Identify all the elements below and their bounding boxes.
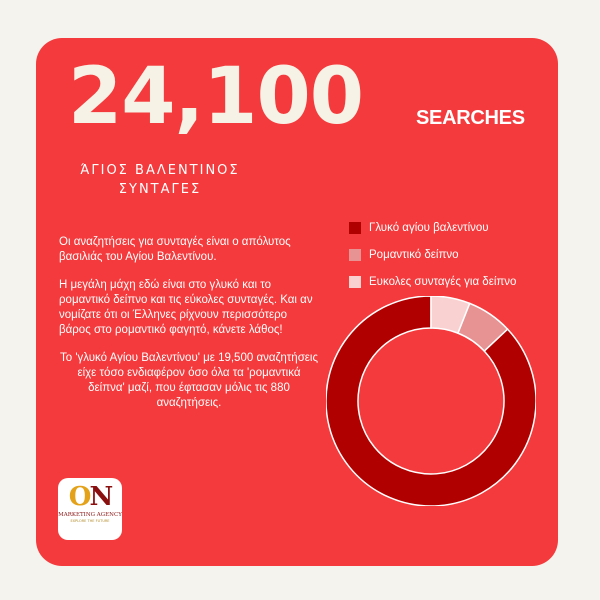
logo-name: MARKETING AGENCY (58, 512, 122, 518)
legend-item (349, 247, 516, 263)
chart-legend (349, 220, 516, 301)
logo-letter-n: N (89, 482, 112, 512)
search-count: 24,100 (68, 52, 363, 142)
legend-swatch (349, 249, 361, 261)
legend-swatch (349, 276, 361, 288)
logo-tagline: EXPLORE THE FUTURE (70, 519, 110, 523)
description-paragraph-1: Οι αναζητήσεις για συνταγές είναι ο απόλυτος βασιλιάς του Αγίου Βαλεντίνου. (59, 236, 291, 263)
logo-letter-o: O (68, 482, 90, 512)
description-paragraph-3: Το 'γλυκό Αγίου Βαλεντίνου' με 19,500 αναζητήσεις είχε τόσο ενδιαφέρον όσο όλα τα 'ρομαντικά δείπνα' μαζί, που έφτασαν μόλις τις 880 αναζητήσεις. (59, 352, 319, 409)
legend-label: Ευκολες συνταγές για δείπνο (369, 276, 517, 288)
topic-title-line-2: ΣΥΝΤΑΓΕΣ (118, 182, 202, 197)
description (59, 235, 319, 424)
topic-title (50, 161, 270, 199)
description-paragraph-2: Η μεγάλη μάχη εδώ είναι στο γλυκό και το ρομαντικό δείπνο και τις εύκολες συνταγές. Και αν νομίζατε ότι οι Έλληνες ρίχνουν περισσότερο βάρος στο ρομαντικό φαγητό, κάνετε λάθος! (59, 279, 313, 336)
legend-label: Ρομαντικό δείπνο (369, 249, 459, 261)
legend-label: Γλυκό αγίου βαλεντίνου (369, 222, 489, 234)
agency-logo (58, 478, 122, 540)
donut-chart (326, 296, 536, 506)
legend-swatch (349, 222, 361, 234)
logo-mark (58, 484, 122, 510)
legend-item (349, 274, 516, 290)
legend-item (349, 220, 516, 236)
searches-label: SEARCHES (416, 107, 525, 129)
topic-title-line-1: ΆΓΙΟΣ ΒΑΛΕΝΤΙΝΟΣ (80, 163, 240, 178)
